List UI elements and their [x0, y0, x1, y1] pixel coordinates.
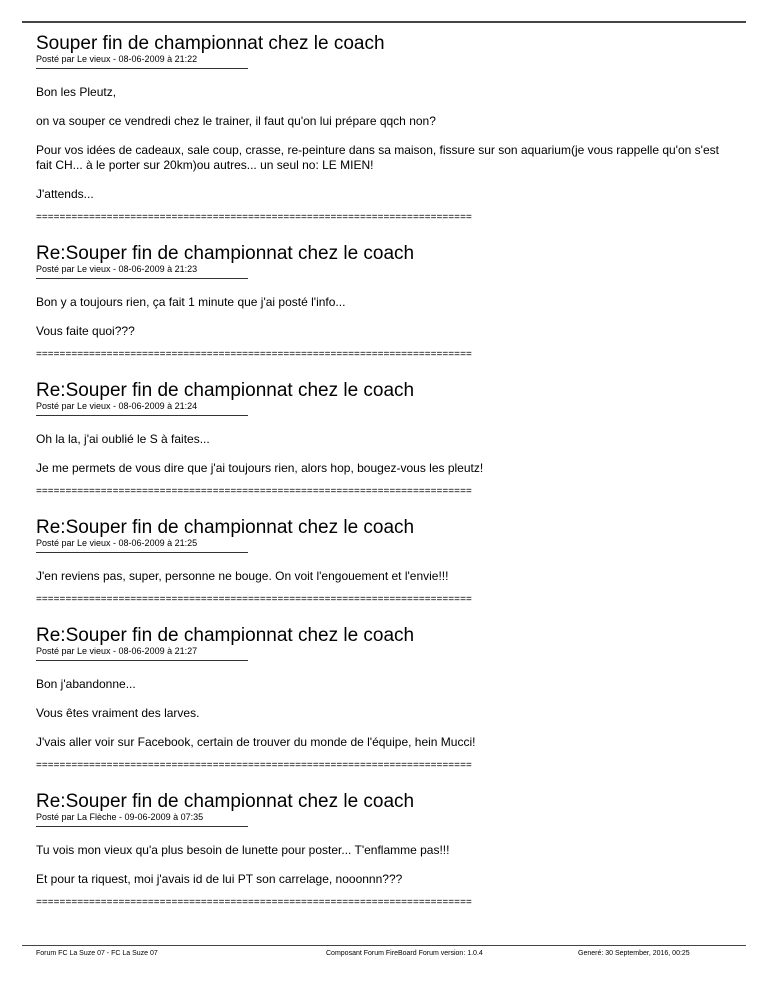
post-paragraph: J'en reviens pas, super, personne ne bouge. On voit l'engouement et l'envie!!! — [36, 569, 449, 583]
meta-divider — [36, 552, 248, 553]
post-separator: ========================================================================== — [36, 760, 472, 771]
post-body — [36, 432, 726, 476]
post-body — [36, 85, 726, 202]
post-title: Re:Souper fin de championnat chez le coach — [36, 517, 415, 538]
post-separator: ========================================================================== — [36, 349, 472, 360]
post-paragraph: Pour vos idées de cadeaux, sale coup, crasse, re-peinture dans sa maison, fissure sur son aquarium(je vous rappelle qu'on s'est fait CH... à le porter sur 20km)ou autres... un seul no: LE MIEN! — [36, 143, 719, 172]
post-paragraph: J'vais aller voir sur Facebook, certain de trouver du monde de l'équipe, hein Mucci! — [36, 735, 476, 749]
footer-generated-date: Generé: 30 September, 2016, 00:25 — [578, 950, 690, 957]
post-separator: ========================================================================== — [36, 212, 472, 223]
post-body — [36, 295, 726, 339]
forum-post — [36, 626, 726, 792]
post-separator: ========================================================================== — [36, 594, 472, 605]
post-paragraph: Bon y a toujours rien, ça fait 1 minute que j'ai posté l'info... — [36, 295, 346, 309]
footer-site-name: Forum FC La Suze 07 - FC La Suze 07 — [36, 950, 158, 957]
post-title: Re:Souper fin de championnat chez le coach — [36, 243, 415, 264]
post-body — [36, 677, 726, 750]
meta-divider — [36, 415, 248, 416]
post-paragraph: on va souper ce vendredi chez le trainer, il faut qu'on lui prépare qqch non? — [36, 114, 436, 128]
post-meta: Posté par La Flèche - 09-06-2009 à 07:35 — [36, 812, 204, 822]
post-paragraph: Tu vois mon vieux qu'a plus besoin de lunette pour poster... T'enflamme pas!!! — [36, 843, 450, 857]
forum-post — [36, 244, 726, 381]
post-body — [36, 843, 726, 887]
post-paragraph: Et pour ta riquest, moi j'avais id de lui PT son carrelage, nooonnn??? — [36, 872, 403, 886]
footer-rule — [22, 945, 746, 946]
post-title: Re:Souper fin de championnat chez le coach — [36, 625, 415, 646]
meta-divider — [36, 826, 248, 827]
forum-post — [36, 518, 726, 626]
footer-component-version: Composant Forum FireBoard Forum version: 1.0.4 — [326, 950, 483, 957]
post-title: Re:Souper fin de championnat chez le coach — [36, 791, 415, 812]
post-paragraph: J'attends... — [36, 187, 94, 201]
post-separator: ========================================================================== — [36, 897, 472, 908]
post-meta: Posté par Le vieux - 08-06-2009 à 21:27 — [36, 646, 198, 656]
post-meta: Posté par Le vieux - 08-06-2009 à 21:25 — [36, 538, 198, 548]
post-body — [36, 569, 726, 584]
post-meta: Posté par Le vieux - 08-06-2009 à 21:23 — [36, 264, 198, 274]
post-list — [36, 34, 726, 909]
post-paragraph: Je me permets de vous dire que j'ai toujours rien, alors hop, bougez-vous les pleutz! — [36, 461, 484, 475]
meta-divider — [36, 68, 248, 69]
post-meta: Posté par Le vieux - 08-06-2009 à 21:22 — [36, 54, 198, 64]
post-title: Re:Souper fin de championnat chez le coach — [36, 380, 415, 401]
forum-post — [36, 381, 726, 518]
post-title: Souper fin de championnat chez le coach — [36, 33, 385, 54]
post-separator: ========================================================================== — [36, 486, 472, 497]
meta-divider — [36, 660, 248, 661]
post-paragraph: Vous faite quoi??? — [36, 324, 135, 338]
header-rule — [22, 21, 746, 23]
post-paragraph: Oh la la, j'ai oublié le S à faites... — [36, 432, 210, 446]
meta-divider — [36, 278, 248, 279]
post-paragraph: Bon j'abandonne... — [36, 677, 136, 691]
forum-post — [36, 34, 726, 244]
post-paragraph: Bon les Pleutz, — [36, 85, 117, 99]
post-meta: Posté par Le vieux - 08-06-2009 à 21:24 — [36, 401, 198, 411]
post-paragraph: Vous êtes vraiment des larves. — [36, 706, 200, 720]
forum-post — [36, 792, 726, 909]
